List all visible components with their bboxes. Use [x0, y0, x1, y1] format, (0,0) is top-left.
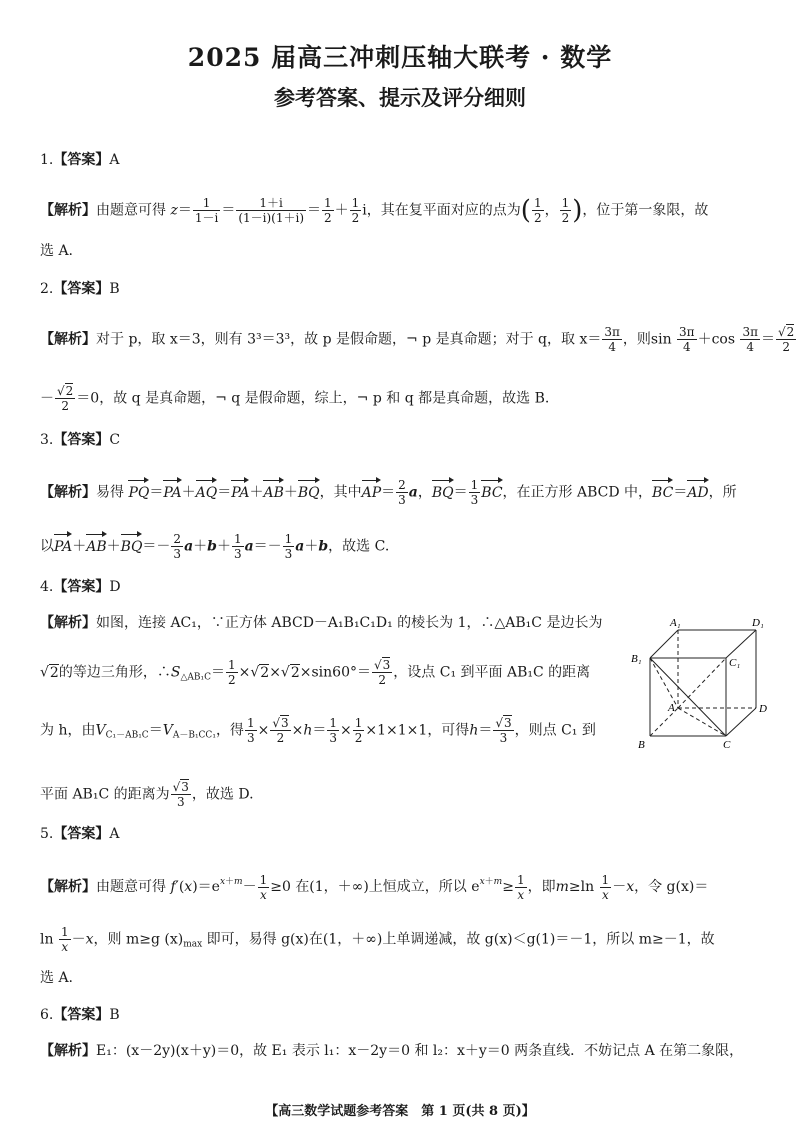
q1-answer-line: [40, 150, 119, 170]
cube-figure: [628, 612, 778, 752]
q2-answer-line: 2.【答案】B: [40, 281, 120, 297]
q2-analysis-line: 【解析】对于 p，取 x＝3，则有 3³＝3³，故 p 是假命题，¬ p 是真命题；对于 q，取 x＝ $\frac{3\pi}{4}$ ，则sin $\frac{3\pi}{4}$ ＋cos $\frac{3\pi}{4}$ ＝ $\frac{√2}{2}$: [40, 325, 795, 354]
q5-analysis-line-3: 选 A.: [40, 970, 74, 986]
q3-analysis-line: 【解析】易得 PQ＝PA＋AQ＝PA＋AB＋BQ，其中AP＝ $\frac{2}{3}$ a，BQ＝ $\frac{1}{3}$ BC，在正方形 ABCD 中，BC＝AD，所: [40, 478, 737, 507]
q1-analysis-line-2: 选 A.: [40, 243, 74, 259]
label-c: C: [723, 739, 731, 751]
q4-answer-line: 4.【答案】D: [40, 579, 121, 595]
q4-answer: D: [109, 579, 121, 595]
label-b: B: [638, 739, 645, 751]
label-a1: A₁: [670, 617, 681, 629]
analysis-label: 【解析】: [40, 202, 96, 219]
answer-label: 【答案】: [53, 152, 110, 168]
q1-analysis-line: 【解析】由题意可得 z＝ $\frac{1}{1-i}$ ＝ $\frac{1+i}{(1-i)(1+i)}$ ＝ $\frac{1}{2}$ ＋ $\frac{1}{2}$ i，其在复平面对应的点为( $\frac{1}{2}$ ， $\frac{1}{2}$ )，位于第一象限，故: [40, 195, 709, 226]
q1-answer: A: [109, 152, 120, 168]
q3-analysis-line-2: 以PA＋AB＋BQ＝－ $\frac{2}{3}$ a＋b＋ $\frac{1}{3}$ a＝－ $\frac{1}{3}$ a＋b，故选 C.: [40, 532, 390, 561]
label-a: A: [668, 702, 675, 714]
q4-analysis-line: 【解析】如图，连接 AC₁，∵正方体 ABCD－A₁B₁C₁D₁ 的棱长为 1，∴△AB₁C 是边长为: [40, 615, 603, 631]
label-d1: D₁: [752, 617, 764, 629]
q5-answer: A: [109, 826, 120, 842]
label-c1: C₁: [729, 657, 741, 669]
q2-answer: B: [109, 281, 120, 297]
page-footer: 【高三数学试题参考答案 第 1 页(共 8 页)】: [265, 1104, 535, 1119]
page-title: 2025 届高三冲刺压轴大联考 · 数学: [187, 43, 613, 72]
page-subtitle: 参考答案、提示及评分细则: [274, 85, 526, 110]
q1-number: 1.: [40, 152, 54, 168]
q6-analysis-line: 【解析】E₁：(x－2y)(x＋y)＝0，故 E₁ 表示 l₁：x－2y＝0 和 l₂：x＋y＝0 两条直线．不妨记点 A 在第二象限，: [40, 1043, 744, 1059]
q6-answer: B: [109, 1007, 120, 1023]
q5-analysis-line-2: ln $\frac{1}{x}$ －x，则 m≥g $(x)_{max}$ 即可，易得 g(x)在(1，＋∞)上单调递减，故 g(x)＜g(1)＝－1，所以 m≥－1，故: [40, 925, 715, 954]
q4-analysis-line-3: 为 h，由$V_{C_1-AB_1C}=V_{A-B_1CC_1}$，得 $\frac{1}{3}$ × $\frac{√3}{2}$ ×h＝ $\frac{1}{3}$ × $\frac{1}{2}$ ×1×1×1，可得h＝ $\frac{√3}{3}$ ，则点 C₁ 到: [40, 716, 596, 745]
q4-analysis-line-2: √2的等边三角形，$\therefore S_{\triangle AB_1C}=$ $\frac{1}{2}$ ×√2×√2×sin60°＝ $\frac{√3}{2}$ ，设点 C₁ 到平面 AB₁C 的距离: [40, 658, 591, 687]
q2-analysis-line-2: － $\frac{√2}{2}$ ＝0，故 q 是真命题，¬ q 是假命题，综上，¬ p 和 q 都是真命题，故选 B.: [40, 384, 550, 413]
q5-analysis-line: 【解析】由题意可得 $f'(x)=e^{x+m}-$ $\frac{1}{x}$ ≥0 在(1，＋∞)上恒成立，所以 $e^{x+m}\ge$ $\frac{1}{x}$ ，即m≥ln $\frac{1}{x}$ －x，令 g(x)＝: [40, 872, 709, 902]
q6-answer-line: 6.【答案】B: [40, 1007, 120, 1023]
cube-diagram: [628, 612, 778, 752]
label-b1: B₁: [631, 653, 642, 665]
q3-answer: C: [109, 432, 121, 448]
label-d: D: [759, 703, 767, 715]
q3-answer-line: 3.【答案】C: [40, 432, 121, 448]
q4-analysis-line-4: 平面 AB₁C 的距离为 $\frac{√3}{3}$ ，故选 D.: [40, 780, 254, 809]
q5-answer-line: 5.【答案】A: [40, 826, 120, 842]
